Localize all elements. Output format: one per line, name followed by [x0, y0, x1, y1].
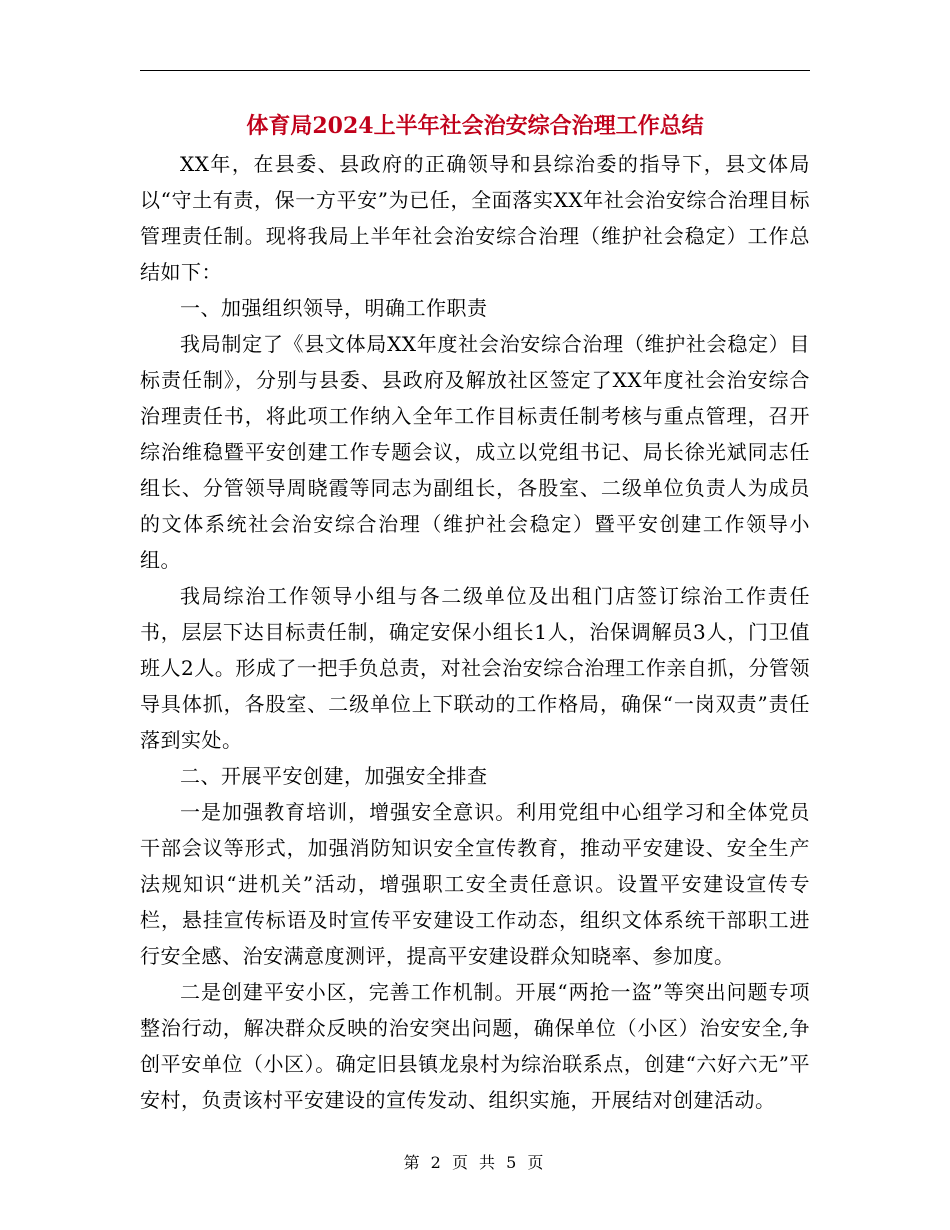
body-paragraph: 二是创建平安小区，完善工作机制。开展“两抢一盗”等突出问题专项整治行动，解决群众反映的治安突出问题，确保单位（小区）治安安全,争创平安单位（小区）。确定旧县镇龙泉村为综治联系点，创建“六好六无”平安村，负责该村平安建设的宣传发动、组织实施，开展结对创建活动。: [140, 980, 810, 1112]
intro-paragraph: XX年，在县委、县政府的正确领导和县综治委的指导下，县文体局以“守土有责，保一方平安”为已任，全面落实XX年社会治安综合治理目标管理责任制。现将我局上半年社会治安综合治理（维护社会稳定）工作总结如下：: [140, 152, 810, 284]
document-body: [140, 146, 810, 1118]
header-rule: [140, 70, 810, 71]
body-paragraph: 我局制定了《县文体局XX年度社会治安综合治理（维护社会稳定）目标责任制》，分别与县委、县政府及解放社区签定了XX年度社会治安综合治理责任书，将此项工作纳入全年工作目标责任制考核与重点管理，召开综治维稳暨平安创建工作专题会议，成立以党组书记、局长徐光斌同志任组长、分管领导周晓霞等同志为副组长，各股室、二级单位负责人为成员的文体系统社会治安综合治理（维护社会稳定）暨平安创建工作领导小组。: [140, 332, 810, 572]
page-number-footer: 第 2 页 共 5 页: [403, 1153, 547, 1172]
body-paragraph: 一是加强教育培训，增强安全意识。利用党组中心组学习和全体党员干部会议等形式，加强消防知识安全宣传教育，推动平安建设、安全生产法规知识“进机关”活动，增强职工安全责任意识。设置平安建设宣传专栏，悬挂宣传标语及时宣传平安建设工作动态，组织文体系统干部职工进行安全感、治安满意度测评，提高平安建设群众知晓率、参加度。: [140, 800, 810, 968]
document-title: 体育局2024上半年社会治安综合治理工作总结: [246, 113, 704, 139]
body-paragraph: 我局综治工作领导小组与各二级单位及出租门店签订综治工作责任书，层层下达目标责任制，确定安保小组长1人，治保调解员3人，门卫值班人2人。形成了一把手负总责，对社会治安综合治理工作亲自抓，分管领导具体抓，各股室、二级单位上下联动的工作格局，确保“一岗双责”责任落到实处。: [140, 584, 810, 752]
section-heading-2: 二、开展平安创建，加强安全排查: [180, 764, 488, 788]
section-heading-1: 一、加强组织领导，明确工作职责: [180, 296, 488, 320]
